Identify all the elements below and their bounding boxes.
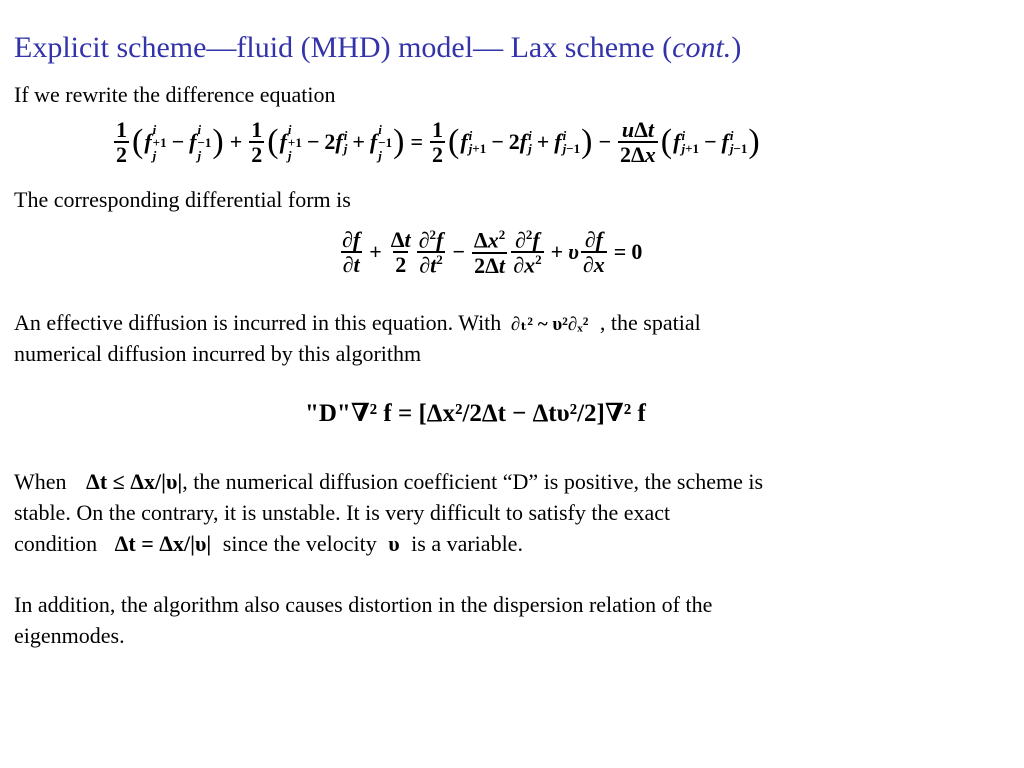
condition-text-a: condition bbox=[14, 531, 98, 556]
frac-d2f-dt2: $\frac{\partial^2f}{\partial t^2}$ bbox=[418, 227, 444, 278]
addition-line-1: In addition, the algorithm also causes distortion in the dispersion relation of the bbox=[14, 592, 713, 617]
effective-line bbox=[14, 307, 701, 340]
condition-text-b: since the velocity bbox=[222, 531, 377, 556]
title-main: Explicit scheme—fluid (MHD) model— Lax scheme ( bbox=[14, 31, 673, 64]
when-text-b: , the numerical diffusion coefficient “D” is positive, the scheme is bbox=[182, 469, 764, 494]
differential-form-equation: $\frac{\partial f}{\partial t}$ + $\frac{\Delta t}{2}$ $\frac{\partial^2f}{\partial t^2}$ − $\frac{\Delta x^2}{2\Delta t}$ $\frac{\partial^2f}{\partial x^2}$ + υ $\frac{\partial f}{\partial x}$ = 0 bbox=[342, 227, 643, 278]
stability-condition-eq: Δt = Δx/|υ| bbox=[114, 531, 212, 556]
diffusion-formula: "D"∇² f = [Δx²/2Δt − Δtυ²/2]∇² f bbox=[305, 400, 646, 427]
frac-half-1: $\frac{1}{2}$ bbox=[116, 117, 127, 168]
title-close: ) bbox=[731, 31, 742, 64]
addition-line-2: eigenmodes. bbox=[14, 623, 125, 648]
inline-relation: ∂ₜ² ~ υ²∂ₓ² bbox=[510, 314, 589, 335]
rewrite-line: If we rewrite the difference equation bbox=[14, 82, 336, 107]
stability-condition-leq: Δt ≤ Δx/|υ| bbox=[86, 469, 183, 494]
upsilon-symbol: υ bbox=[568, 239, 579, 265]
frac-d2f-dx2: $\frac{\partial^2f}{\partial x^2}$ bbox=[513, 227, 542, 278]
frac-df-dt: $\frac{\partial f}{\partial t}$ bbox=[342, 227, 361, 278]
frac-dt-2: $\frac{\Delta t}{2}$ bbox=[390, 227, 411, 278]
diffusion-equation bbox=[305, 398, 646, 428]
difference-equation: $\frac{1}{2}$ ( f i +1 j − f i −1 j ) + $\frac{1}{2}$ ( f i +1 j − 2 f i j + f i −1 j ) = $\frac{1}{2}$ ( f i j+1 − 2 f i j + f i j−1 ) − $\frac{\text{uΔt}}{2\Delta x}$ ( f i j+1 − f i j−1 ) bbox=[116, 117, 760, 168]
stable-line: stable. On the contrary, it is unstable. It is very difficult to satisfy the exact bbox=[14, 500, 671, 525]
effective-line-2: numerical diffusion incurred by this algorithm bbox=[14, 341, 422, 366]
condition-line bbox=[14, 528, 523, 559]
effective-text-b: , the spatial bbox=[599, 310, 701, 335]
frac-half-3: $\frac{1}{2}$ bbox=[432, 117, 443, 168]
when-line bbox=[14, 466, 763, 497]
frac-dx2-2dt: $\frac{\Delta x^2}{2\Delta t}$ bbox=[473, 227, 506, 278]
velocity-symbol: υ bbox=[388, 531, 400, 556]
title-cont: cont. bbox=[672, 31, 732, 64]
when-text-a: When bbox=[14, 469, 67, 494]
frac-half-2: $\frac{1}{2}$ bbox=[251, 117, 263, 168]
frac-df-dx: $\frac{\partial f}{\partial x}$ bbox=[582, 227, 605, 278]
condition-text-c: is a variable. bbox=[411, 531, 523, 556]
effective-text-a: An effective diffusion is incurred in this equation. With bbox=[14, 310, 502, 335]
slide-title bbox=[14, 29, 741, 67]
corresponding-line: The corresponding differential form is bbox=[14, 187, 351, 212]
frac-udt-2dx: $\frac{\text{uΔt}}{2\Delta x}$ bbox=[620, 117, 656, 168]
